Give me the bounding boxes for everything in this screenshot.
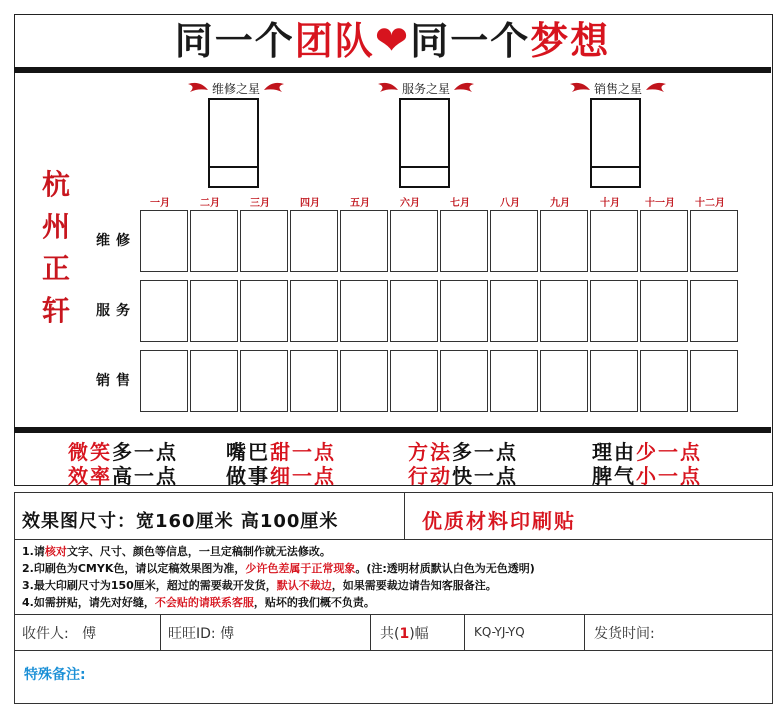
grid-cell bbox=[290, 210, 338, 272]
grid-cell bbox=[490, 280, 538, 342]
wangwang-field: 旺旺ID: 傅 bbox=[168, 626, 235, 642]
company-name-char: 州 bbox=[41, 210, 70, 243]
grid-cell bbox=[490, 350, 538, 412]
grid-cell bbox=[590, 280, 638, 342]
grid-cell bbox=[140, 350, 188, 412]
month-label: 六月 bbox=[400, 198, 420, 209]
grid-cell bbox=[190, 210, 238, 272]
grid-cell bbox=[390, 280, 438, 342]
row-label-sales: 销售 bbox=[96, 373, 136, 389]
month-label: 三月 bbox=[250, 198, 270, 209]
grid-cell bbox=[640, 210, 688, 272]
month-label: 七月 bbox=[450, 198, 470, 209]
count-field: 共(1)幅 bbox=[380, 626, 429, 642]
grid-cell bbox=[240, 210, 288, 272]
grid-cell bbox=[390, 350, 438, 412]
slogan: 方法多一点 bbox=[408, 440, 518, 464]
grid-cell bbox=[540, 210, 588, 272]
ship-time-field: 发货时间: bbox=[594, 626, 655, 642]
grid-cell bbox=[140, 210, 188, 272]
grid-cell bbox=[590, 350, 638, 412]
divider bbox=[14, 614, 772, 615]
grid-cell bbox=[190, 280, 238, 342]
month-label: 四月 bbox=[300, 198, 320, 209]
month-label: 八月 bbox=[500, 198, 520, 209]
grid-cell bbox=[690, 280, 738, 342]
row-label-repair: 维修 bbox=[96, 233, 136, 249]
grid-cell bbox=[140, 280, 188, 342]
quality-label: 优质材料印刷贴 bbox=[422, 509, 576, 533]
month-label: 九月 bbox=[550, 198, 570, 209]
grid-cell bbox=[490, 210, 538, 272]
month-label: 二月 bbox=[200, 198, 220, 209]
month-label: 十二月 bbox=[695, 198, 725, 209]
grid-cell bbox=[640, 350, 688, 412]
slogan: 微笑多一点 bbox=[68, 440, 178, 464]
grid-cell bbox=[340, 210, 388, 272]
grid-cell bbox=[690, 210, 738, 272]
star-header-sales bbox=[568, 78, 668, 98]
divider bbox=[584, 614, 585, 650]
grid-cell bbox=[240, 350, 288, 412]
slogan: 理由少一点 bbox=[592, 440, 702, 464]
star-header-repair bbox=[186, 78, 286, 98]
divider bbox=[160, 614, 161, 650]
grid-cell bbox=[540, 350, 588, 412]
grid-cell bbox=[340, 280, 388, 342]
company-name-vertical bbox=[36, 164, 76, 332]
star-header-service bbox=[376, 78, 476, 98]
grid-cell bbox=[440, 280, 488, 342]
star-label-sales: 销售之星 bbox=[593, 82, 642, 96]
grid-cell bbox=[540, 280, 588, 342]
title-part3: 同一个 bbox=[410, 19, 531, 63]
slogan-divider bbox=[14, 427, 771, 433]
company-name-char: 杭 bbox=[41, 168, 70, 201]
note-line: 4.如需拼贴，请先对好缝，不会贴的请联系客服，贴坏的我们概不负责。 bbox=[22, 596, 375, 609]
company-name-char: 正 bbox=[41, 252, 70, 285]
company-name-char: 轩 bbox=[41, 294, 70, 327]
grid-cell bbox=[190, 350, 238, 412]
divider bbox=[404, 493, 405, 539]
photo-frame-service bbox=[399, 98, 450, 188]
grid-cell bbox=[340, 350, 388, 412]
slogan: 行动快一点 bbox=[408, 464, 518, 488]
poster-title bbox=[14, 18, 771, 64]
heart-icon: ❤ bbox=[374, 18, 411, 64]
month-label: 十一月 bbox=[645, 198, 675, 209]
special-remarks-label: 特殊备注: bbox=[24, 667, 86, 683]
slogan: 嘴巴甜一点 bbox=[226, 440, 336, 464]
size-info: 效果图尺寸：宽160厘米 高100厘米 bbox=[22, 511, 339, 532]
month-label: 十月 bbox=[600, 198, 620, 209]
star-label-repair: 维修之星 bbox=[211, 82, 260, 96]
divider bbox=[464, 614, 465, 650]
title-part2: 团队 bbox=[294, 19, 375, 63]
month-label: 一月 bbox=[150, 198, 170, 209]
note-line: 2.印刷色为CMYK色，请以定稿效果图为准，少许色差属于正常现象。(注:透明材质默认白色为无色透明) bbox=[22, 562, 535, 575]
divider bbox=[14, 539, 772, 540]
grid-cell bbox=[390, 210, 438, 272]
title-part1: 同一个 bbox=[174, 19, 295, 63]
star-label-service: 服务之星 bbox=[401, 82, 450, 96]
grid-cell bbox=[290, 350, 338, 412]
grid-cell bbox=[640, 280, 688, 342]
row-label-service: 服务 bbox=[96, 303, 136, 319]
order-code: KQ-YJ-YQ bbox=[474, 625, 525, 639]
photo-frame-sales bbox=[590, 98, 641, 188]
photo-frame-repair bbox=[208, 98, 259, 188]
grid-cell bbox=[440, 210, 488, 272]
grid-cell bbox=[440, 350, 488, 412]
slogan: 脾气小一点 bbox=[592, 464, 702, 488]
divider bbox=[14, 650, 772, 651]
receiver-field: 收件人: 傅 bbox=[22, 626, 97, 642]
slogan: 效率高一点 bbox=[68, 464, 178, 488]
title-divider bbox=[14, 67, 771, 73]
divider bbox=[370, 614, 371, 650]
note-line: 1.请核对文字、尺寸、颜色等信息，一旦定稿制作就无法修改。 bbox=[22, 545, 331, 558]
grid-cell bbox=[590, 210, 638, 272]
note-line: 3.最大印刷尺寸为150厘米，超过的需要裁开发货，默认不裁边，如果需要裁边请告知客服备注。 bbox=[22, 579, 497, 592]
title-part4: 梦想 bbox=[530, 19, 611, 63]
slogan: 做事细一点 bbox=[226, 464, 336, 488]
month-label: 五月 bbox=[350, 198, 370, 209]
grid-cell bbox=[240, 280, 288, 342]
grid-cell bbox=[690, 350, 738, 412]
grid-cell bbox=[290, 280, 338, 342]
